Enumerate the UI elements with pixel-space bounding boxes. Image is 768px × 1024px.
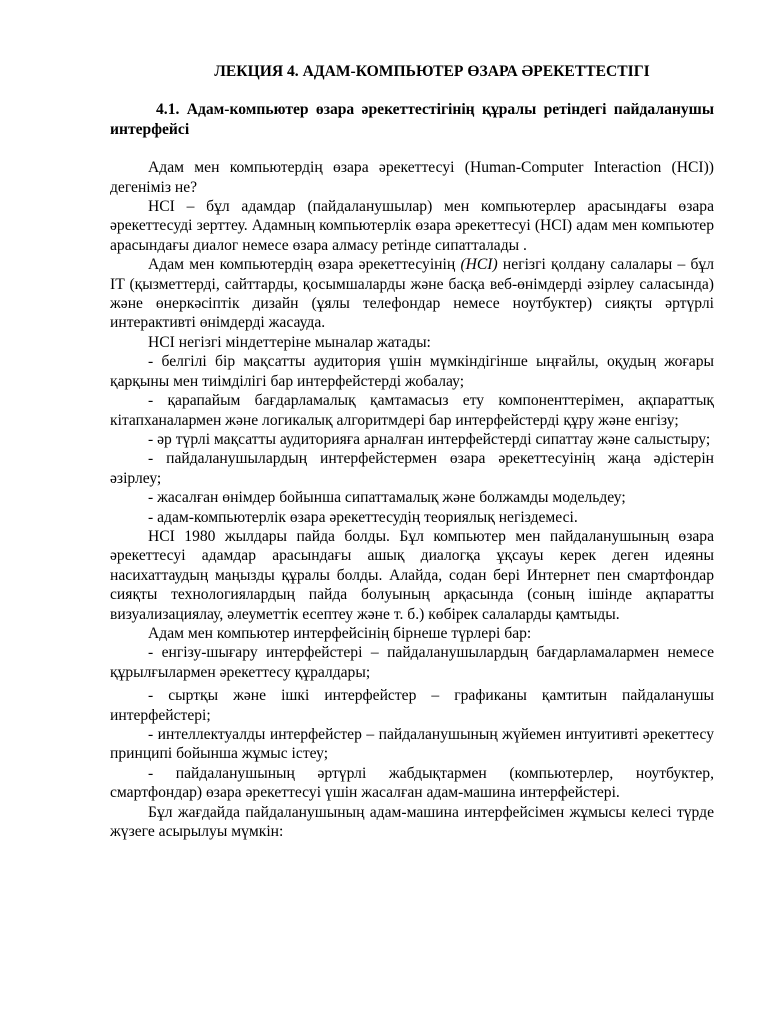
list-item-task: - әр түрлі мақсатты аудиторияға арналған интерфейстерді сипаттау және салыстыру;: [148, 430, 711, 448]
paragraph-hci-question: Адам мен компьютердің өзара әрекеттесуі (Human-Computer Interaction (HCI)) дегеніміз не?: [110, 159, 714, 196]
list-item-type: - енгізу-шығару интерфейстері – пайдаланушылардың бағдарламалармен немесе құрылғылармен әрекеттесу құралдары;: [110, 644, 714, 681]
list-item-type: - интеллектуалды интерфейстер – пайдаланушының жүйемен интуитивті әрекеттесу принципі бойынша жұмыс істеу;: [110, 726, 714, 763]
lecture-title: ЛЕКЦИЯ 4. АДАМ-КОМПЬЮТЕР ӨЗАРА ӘРЕКЕТТЕСТІГІ: [214, 63, 650, 80]
section-heading: 4.1. Адам-компьютер өзара әрекеттестігінің құралы ретіндегі пайдаланушы интерфейсі: [110, 101, 714, 138]
list-item-type: - пайдаланушының әртүрлі жабдықтармен (компьютерлер, ноутбуктер, смартфондар) өзара әрекеттесуі үшін жасалған адам-машина интерфейстері.: [110, 764, 714, 802]
list-item-task: - жасалған өнімдер бойынша сипаттамалық және болжамды модельдеу;: [148, 489, 626, 507]
paragraph-hci-fields: [110, 255, 714, 333]
paragraph-text: Адам мен компьютердің өзара әрекеттесуінің: [148, 256, 461, 274]
list-item-type: - сыртқы және ішкі интерфейстер – графиканы қамтитын пайдаланушы интерфейстері;: [110, 687, 714, 724]
list-item-task: - белгілі бір мақсатты аудитория үшін мүмкіндігінше ыңғайлы, оқудың жоғары қарқыны мен тиімділігі бар интерфейстерді жобалау;: [110, 353, 714, 390]
list-item-task: - қарапайым бағдарламалық қамтамасыз ету компоненттерімен, ақпараттық кітапханалармен және логикалық алгоритмдері бар интерфейстерді құру және енгізу;: [110, 392, 714, 429]
document-page: [110, 62, 714, 841]
paragraph-hci-history: HCI 1980 жылдары пайда болды. Бұл компьютер мен пайдаланушының өзара әрекеттесуі адамдар арасындағы ашық диалогқа ұқсауы керек деген идеяны насихаттаудың маңызды құралы болды. Алайда, содан бері Интернет пен смартфондар сияқты технологиялардың пайда болуының арқасында (соның ішінде ақпаратты визуализациялау, әлеуметтік есептеу және т. б.) көбірек салаларды қамтыды.: [110, 527, 714, 623]
paragraph-types-intro: Адам мен компьютер интерфейсінің бірнеше түрлері бар:: [148, 624, 532, 642]
paragraph-text: негізгі қолдану салалары – бұл IT (қызметтерді, сайттарды, қосымшаларды және басқа веб-өнімдерді әзірлеу саласында) және өнеркәсіптік дизайн (ұялы телефондар немесе ноутбуктер) сияқты әртүрлі интерактивті өнімдерді жасауда.: [110, 256, 714, 332]
paragraph-hci-definition: HCI – бұл адамдар (пайдаланушылар) мен компьютерлер арасындағы өзара әрекеттесуді зерттеу. Адамның компьютерлік өзара әрекеттесуі (HCI) адам мен компьютер арасындағы диалог немесе өзара алмасу ретінде сипатталады .: [110, 198, 714, 254]
list-item-task: - пайдаланушылардың интерфейстермен өзара әрекеттесуінің жаңа әдістерін әзірлеу;: [110, 450, 714, 487]
italic-abbreviation: (HCI): [460, 256, 498, 274]
list-item-task: - адам-компьютерлік өзара әрекеттесудің теориялық негіздемесі.: [148, 508, 578, 526]
paragraph-tasks-intro: HCI негізгі міндеттеріне мыналар жатады:: [148, 333, 431, 351]
paragraph-hmi-work: Бұл жағдайда пайдаланушының адам-машина интерфейсімен жұмысы келесі түрде жүзеге асырылуы мүмкін:: [110, 803, 714, 841]
